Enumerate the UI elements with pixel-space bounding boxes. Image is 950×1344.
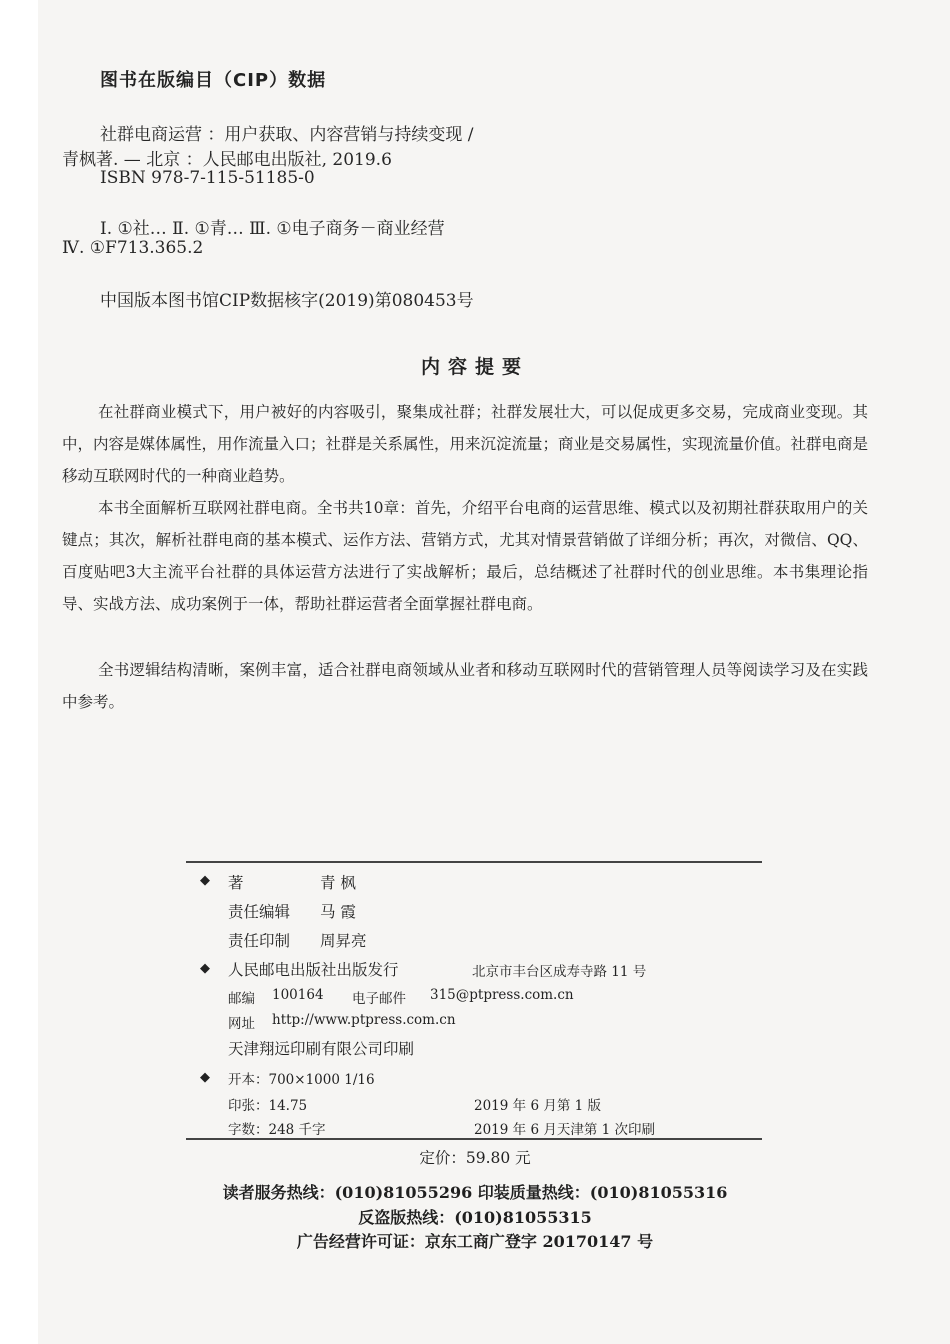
printing-info: 2019 年 6 月天津第 1 次印刷 xyxy=(474,1122,655,1138)
hotline-anti-piracy: 反盗版热线：(010)81055315 xyxy=(358,1208,592,1227)
website-url: http://www.ptpress.com.cn xyxy=(272,1012,456,1028)
edition: 2019 年 6 月第 1 版 xyxy=(474,1098,601,1114)
editor-name: 马 霞 xyxy=(320,903,356,921)
diamond-bullet-icon: ◆ xyxy=(200,873,210,888)
printed-sheets: 印张：14.75 xyxy=(228,1098,308,1114)
email-address: 315@ptpress.com.cn xyxy=(430,987,574,1003)
author-label: 著 xyxy=(228,874,244,892)
postcode: 100164 xyxy=(272,987,324,1003)
cip-title: 图书在版编目（CIP）数据 xyxy=(100,70,327,91)
hotline-service-quality: 读者服务热线：(010)81055296 印装质量热线：(010)81055316 xyxy=(222,1183,728,1202)
publisher: 人民邮电出版社出版发行 xyxy=(228,961,399,979)
word-count: 字数：248 千字 xyxy=(228,1122,326,1138)
editor-label: 责任编辑 xyxy=(228,903,291,921)
website-label: 网址 xyxy=(228,1016,255,1032)
book-format: 开本：700×1000 1/16 xyxy=(228,1072,375,1088)
cip-isbn: ISBN 978-7-115-51185-0 xyxy=(100,168,315,188)
postcode-label: 邮编 xyxy=(228,991,255,1007)
diamond-bullet-icon: ◆ xyxy=(200,961,210,976)
imprint-bottom-rule xyxy=(186,1138,762,1140)
cip-classification-line-1: Ⅰ. ①社… Ⅱ. ①青… Ⅲ. ①电子商务－商业经营 xyxy=(100,219,445,239)
summary-paragraph-2: 本书全面解析互联网社群电商。全书共10章：首先，介绍平台电商的运营思维、模式以及初期社群获取用户的关键点；其次，解析社群电商的基本模式、运作方法、营销方式，尤其对情景营销做了详细分析；再次，对微信、QQ、百度贴吧3大主流平台社群的具体运营方法进行了实战解析；最后，总结概述了社群时代的创业思维。本书集理论指导、实战方法、成功案例于一体，帮助社群运营者全面掌握社群电商。 xyxy=(62,499,868,613)
advertising-license: 广告经营许可证：京东工商广登字 20170147 号 xyxy=(296,1232,654,1251)
printing-company: 天津翔远印刷有限公司印刷 xyxy=(228,1040,415,1058)
summary-paragraph-1: 在社群商业模式下，用户被好的内容吸引，聚集成社群；社群发展壮大，可以促成更多交易，完成商业变现。其中，内容是媒体属性，用作流量入口；社群是关系属性，用来沉淀流量；商业是交易属性，实现流量价值。社群电商是移动互联网时代的一种商业趋势。 xyxy=(62,403,869,485)
print-supervisor-name: 周昇亮 xyxy=(320,932,367,950)
cip-book-line-1: 社群电商运营 ：用户获取、内容营销与持续变现 / xyxy=(100,125,474,145)
summary-title: 内容提要 xyxy=(420,356,529,378)
summary-paragraph-3: 全书逻辑结构清晰，案例丰富，适合社群电商领域从业者和移动互联网时代的营销管理人员等阅读学习及在实践中参考。 xyxy=(62,661,868,711)
diamond-bullet-icon: ◆ xyxy=(200,1070,210,1085)
email-label: 电子邮件 xyxy=(352,991,406,1007)
price: 定价：59.80 元 xyxy=(419,1149,531,1167)
author-name: 青 枫 xyxy=(320,874,356,892)
cip-core-number: 中国版本图书馆CIP数据核字(2019)第080453号 xyxy=(100,291,474,311)
print-supervisor-label: 责任印制 xyxy=(228,932,291,950)
imprint-top-rule xyxy=(186,861,762,863)
cip-classification-line-2: Ⅳ. ①F713.365.2 xyxy=(62,238,204,258)
cip-book-line-2: 青枫著. — 北京 ：人民邮电出版社, 2019.6 xyxy=(62,150,392,170)
publisher-address: 北京市丰台区成寿寺路 11 号 xyxy=(472,964,647,980)
